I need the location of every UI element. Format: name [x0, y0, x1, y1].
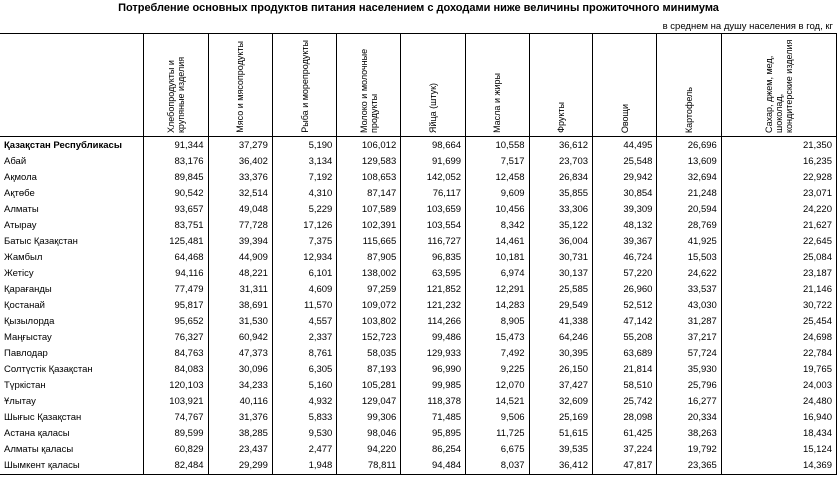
table-row — [0, 250, 837, 266]
value-cell[interactable]: 14,461 — [466, 234, 529, 250]
value-cell[interactable]: 21,627 — [721, 218, 836, 234]
value-cell[interactable]: 6,305 — [272, 362, 336, 378]
table-title: Потребление основных продуктов питания населением с доходами ниже величины прожиточного минимума — [118, 2, 719, 14]
table-row — [0, 266, 837, 282]
value-cell[interactable]: 5,833 — [272, 410, 336, 426]
value-cell[interactable]: 8,342 — [466, 218, 529, 234]
value-cell[interactable]: 33,306 — [529, 202, 592, 218]
region-name-cell[interactable]: Ұлытау — [0, 394, 143, 410]
value-cell[interactable]: 7,492 — [466, 346, 529, 362]
value-cell[interactable]: 3,134 — [272, 154, 336, 170]
value-cell[interactable]: 22,784 — [721, 346, 836, 362]
value-cell[interactable]: 83,176 — [143, 154, 208, 170]
region-name-cell[interactable]: Астана қаласы — [0, 426, 143, 442]
table-row — [0, 282, 837, 298]
value-cell[interactable]: 77,479 — [143, 282, 208, 298]
value-cell[interactable]: 9,530 — [272, 426, 336, 442]
value-cell[interactable]: 94,116 — [143, 266, 208, 282]
value-cell[interactable]: 36,004 — [529, 234, 592, 250]
value-cell[interactable]: 16,235 — [721, 154, 836, 170]
value-cell[interactable]: 33,376 — [208, 170, 272, 186]
value-cell[interactable]: 96,990 — [401, 362, 466, 378]
value-cell[interactable]: 24,698 — [721, 330, 836, 346]
value-cell[interactable]: 71,485 — [401, 410, 466, 426]
value-cell[interactable]: 12,458 — [466, 170, 529, 186]
value-cell[interactable]: 63,689 — [593, 346, 657, 362]
value-cell[interactable]: 8,761 — [272, 346, 336, 362]
region-name-cell[interactable]: Алматы қаласы — [0, 442, 143, 458]
region-name-cell[interactable]: Ақтөбе — [0, 186, 143, 202]
value-cell[interactable]: 84,763 — [143, 346, 208, 362]
value-cell[interactable]: 52,512 — [593, 298, 657, 314]
column-header[interactable]: Яйца (штук) — [401, 34, 466, 137]
table-row — [0, 362, 837, 378]
value-cell[interactable]: 34,233 — [208, 378, 272, 394]
value-cell[interactable]: 9,506 — [466, 410, 529, 426]
region-name-cell[interactable]: Маңғыстау — [0, 330, 143, 346]
value-cell[interactable]: 25,454 — [721, 314, 836, 330]
value-cell[interactable]: 12,070 — [466, 378, 529, 394]
value-cell[interactable]: 74,767 — [143, 410, 208, 426]
value-cell[interactable]: 95,652 — [143, 314, 208, 330]
value-cell[interactable]: 2,477 — [272, 442, 336, 458]
value-cell[interactable]: 99,306 — [337, 410, 401, 426]
value-cell[interactable]: 11,725 — [466, 426, 529, 442]
column-header[interactable]: Мясо и мясопродукты — [208, 34, 272, 137]
column-header[interactable]: Фрукты — [529, 34, 592, 137]
value-cell[interactable]: 22,645 — [721, 234, 836, 250]
region-name-cell[interactable]: Шығыс Қазақстан — [0, 410, 143, 426]
value-cell[interactable]: 5,229 — [272, 202, 336, 218]
region-name-cell[interactable]: Атырау — [0, 218, 143, 234]
unit-note: в среднем на душу населения в год, кг — [662, 21, 833, 32]
value-cell[interactable]: 35,855 — [529, 186, 592, 202]
value-cell[interactable]: 7,375 — [272, 234, 336, 250]
value-cell[interactable]: 19,765 — [721, 362, 836, 378]
region-name-cell[interactable]: Алматы — [0, 202, 143, 218]
value-cell[interactable]: 31,311 — [208, 282, 272, 298]
value-cell[interactable]: 18,434 — [721, 426, 836, 442]
value-cell[interactable]: 115,665 — [337, 234, 401, 250]
table-row — [0, 202, 837, 218]
value-cell[interactable]: 58,510 — [593, 378, 657, 394]
value-cell[interactable]: 5,190 — [272, 137, 336, 155]
value-cell[interactable]: 96,835 — [401, 250, 466, 266]
value-cell[interactable]: 114,266 — [401, 314, 466, 330]
value-cell[interactable]: 10,456 — [466, 202, 529, 218]
header-corner-cell[interactable] — [0, 34, 143, 137]
column-header[interactable]: Овощи — [593, 34, 657, 137]
value-cell[interactable]: 29,549 — [529, 298, 592, 314]
value-cell[interactable]: 29,299 — [208, 458, 272, 475]
value-cell[interactable]: 29,942 — [593, 170, 657, 186]
region-name-cell[interactable]: Павлодар — [0, 346, 143, 362]
value-cell[interactable]: 31,376 — [208, 410, 272, 426]
value-cell[interactable]: 20,594 — [657, 202, 721, 218]
value-cell[interactable]: 57,220 — [593, 266, 657, 282]
value-cell[interactable]: 31,530 — [208, 314, 272, 330]
column-header[interactable]: Картофель — [657, 34, 721, 137]
value-cell[interactable]: 142,052 — [401, 170, 466, 186]
value-cell[interactable]: 30,395 — [529, 346, 592, 362]
value-cell[interactable]: 23,187 — [721, 266, 836, 282]
value-cell[interactable]: 41,338 — [529, 314, 592, 330]
value-cell[interactable]: 35,930 — [657, 362, 721, 378]
value-cell[interactable]: 1,948 — [272, 458, 336, 475]
value-cell[interactable]: 21,814 — [593, 362, 657, 378]
value-cell[interactable]: 16,940 — [721, 410, 836, 426]
value-cell[interactable]: 125,481 — [143, 234, 208, 250]
value-cell[interactable]: 5,160 — [272, 378, 336, 394]
value-cell[interactable]: 25,548 — [593, 154, 657, 170]
column-header[interactable]: Хлебопродукты и крупяные изделия — [143, 34, 208, 137]
value-cell[interactable]: 6,974 — [466, 266, 529, 282]
value-cell[interactable]: 14,521 — [466, 394, 529, 410]
value-cell[interactable]: 106,012 — [337, 137, 401, 155]
value-cell[interactable]: 95,817 — [143, 298, 208, 314]
value-cell[interactable]: 39,309 — [593, 202, 657, 218]
value-cell[interactable]: 94,220 — [337, 442, 401, 458]
value-cell[interactable]: 93,657 — [143, 202, 208, 218]
value-cell[interactable]: 26,960 — [593, 282, 657, 298]
value-cell[interactable]: 32,694 — [657, 170, 721, 186]
value-cell[interactable]: 4,932 — [272, 394, 336, 410]
value-cell[interactable]: 38,285 — [208, 426, 272, 442]
value-cell[interactable]: 48,221 — [208, 266, 272, 282]
region-name-cell[interactable]: Қызылорда — [0, 314, 143, 330]
value-cell[interactable]: 87,147 — [337, 186, 401, 202]
value-cell[interactable]: 61,425 — [593, 426, 657, 442]
value-cell[interactable]: 11,570 — [272, 298, 336, 314]
region-name-cell[interactable]: Қостанай — [0, 298, 143, 314]
value-cell[interactable]: 118,378 — [401, 394, 466, 410]
value-cell[interactable]: 21,146 — [721, 282, 836, 298]
value-cell[interactable]: 33,537 — [657, 282, 721, 298]
value-cell[interactable]: 57,724 — [657, 346, 721, 362]
value-cell[interactable]: 24,003 — [721, 378, 836, 394]
region-name-cell[interactable]: Қарағанды — [0, 282, 143, 298]
value-cell[interactable]: 19,792 — [657, 442, 721, 458]
value-cell[interactable]: 36,612 — [529, 137, 592, 155]
value-cell[interactable]: 95,895 — [401, 426, 466, 442]
value-cell[interactable]: 38,263 — [657, 426, 721, 442]
value-cell[interactable]: 90,542 — [143, 186, 208, 202]
value-cell[interactable]: 97,259 — [337, 282, 401, 298]
value-cell[interactable]: 47,373 — [208, 346, 272, 362]
value-cell[interactable]: 30,722 — [721, 298, 836, 314]
value-cell[interactable]: 35,122 — [529, 218, 592, 234]
value-cell[interactable]: 44,909 — [208, 250, 272, 266]
value-cell[interactable]: 129,583 — [337, 154, 401, 170]
consumption-table — [0, 33, 837, 475]
value-cell[interactable]: 84,083 — [143, 362, 208, 378]
value-cell[interactable]: 6,101 — [272, 266, 336, 282]
value-cell[interactable]: 89,599 — [143, 426, 208, 442]
value-cell[interactable]: 26,150 — [529, 362, 592, 378]
value-cell[interactable]: 121,852 — [401, 282, 466, 298]
value-cell[interactable]: 24,480 — [721, 394, 836, 410]
value-cell[interactable]: 49,048 — [208, 202, 272, 218]
value-cell[interactable]: 46,724 — [593, 250, 657, 266]
value-cell[interactable]: 152,723 — [337, 330, 401, 346]
value-cell[interactable]: 8,905 — [466, 314, 529, 330]
value-cell[interactable]: 37,427 — [529, 378, 592, 394]
value-cell[interactable]: 32,609 — [529, 394, 592, 410]
value-cell[interactable]: 15,124 — [721, 442, 836, 458]
table-row — [0, 170, 837, 186]
value-cell[interactable]: 103,921 — [143, 394, 208, 410]
value-cell[interactable]: 7,192 — [272, 170, 336, 186]
value-cell[interactable]: 9,609 — [466, 186, 529, 202]
value-cell[interactable]: 25,169 — [529, 410, 592, 426]
value-cell[interactable]: 98,664 — [401, 137, 466, 155]
value-cell[interactable]: 15,473 — [466, 330, 529, 346]
value-cell[interactable]: 55,208 — [593, 330, 657, 346]
value-cell[interactable]: 103,554 — [401, 218, 466, 234]
region-name-cell[interactable]: Шымкент қаласы — [0, 458, 143, 475]
value-cell[interactable]: 15,503 — [657, 250, 721, 266]
value-cell[interactable]: 37,224 — [593, 442, 657, 458]
value-cell[interactable]: 64,246 — [529, 330, 592, 346]
value-cell[interactable]: 30,096 — [208, 362, 272, 378]
value-cell[interactable]: 89,845 — [143, 170, 208, 186]
table-row — [0, 330, 837, 346]
table-row — [0, 394, 837, 410]
table-row — [0, 137, 837, 155]
value-cell[interactable]: 26,834 — [529, 170, 592, 186]
region-name-cell[interactable]: Жетісу — [0, 266, 143, 282]
value-cell[interactable]: 63,595 — [401, 266, 466, 282]
value-cell[interactable]: 23,365 — [657, 458, 721, 475]
table-row — [0, 186, 837, 202]
value-cell[interactable]: 99,985 — [401, 378, 466, 394]
value-cell[interactable]: 91,699 — [401, 154, 466, 170]
value-cell[interactable]: 94,484 — [401, 458, 466, 475]
region-name-cell[interactable]: Ақмола — [0, 170, 143, 186]
value-cell[interactable]: 36,412 — [529, 458, 592, 475]
value-cell[interactable]: 87,193 — [337, 362, 401, 378]
value-cell[interactable]: 20,334 — [657, 410, 721, 426]
value-cell[interactable]: 39,535 — [529, 442, 592, 458]
value-cell[interactable]: 103,659 — [401, 202, 466, 218]
value-cell[interactable]: 58,035 — [337, 346, 401, 362]
value-cell[interactable]: 77,728 — [208, 218, 272, 234]
value-cell[interactable]: 82,484 — [143, 458, 208, 475]
value-cell[interactable]: 51,615 — [529, 426, 592, 442]
value-cell[interactable]: 22,928 — [721, 170, 836, 186]
value-cell[interactable]: 4,557 — [272, 314, 336, 330]
value-cell[interactable]: 76,327 — [143, 330, 208, 346]
table-row — [0, 458, 837, 475]
value-cell[interactable]: 91,344 — [143, 137, 208, 155]
value-cell[interactable]: 48,132 — [593, 218, 657, 234]
value-cell[interactable]: 76,117 — [401, 186, 466, 202]
value-cell[interactable]: 6,675 — [466, 442, 529, 458]
value-cell[interactable]: 17,126 — [272, 218, 336, 234]
table-row — [0, 218, 837, 234]
value-cell[interactable]: 37,279 — [208, 137, 272, 155]
value-cell[interactable]: 38,691 — [208, 298, 272, 314]
value-cell[interactable]: 30,854 — [593, 186, 657, 202]
value-cell[interactable]: 103,802 — [337, 314, 401, 330]
value-cell[interactable]: 129,047 — [337, 394, 401, 410]
value-cell[interactable]: 102,391 — [337, 218, 401, 234]
value-cell[interactable]: 116,727 — [401, 234, 466, 250]
region-name-cell[interactable]: Қазақстан Республикасы — [0, 137, 143, 155]
value-cell[interactable]: 138,002 — [337, 266, 401, 282]
value-cell[interactable]: 25,084 — [721, 250, 836, 266]
value-cell[interactable]: 78,811 — [337, 458, 401, 475]
table-body — [0, 137, 837, 475]
table-row — [0, 314, 837, 330]
value-cell[interactable]: 26,696 — [657, 137, 721, 155]
value-cell[interactable]: 30,731 — [529, 250, 592, 266]
value-cell[interactable]: 109,072 — [337, 298, 401, 314]
value-cell[interactable]: 41,925 — [657, 234, 721, 250]
value-cell[interactable]: 99,486 — [401, 330, 466, 346]
column-header[interactable]: Сахар, джем, мед, шоколад, кондитерские изделия — [721, 34, 836, 137]
value-cell[interactable]: 28,769 — [657, 218, 721, 234]
value-cell[interactable]: 129,933 — [401, 346, 466, 362]
value-cell[interactable]: 7,517 — [466, 154, 529, 170]
region-name-cell[interactable]: Батыс Қазақстан — [0, 234, 143, 250]
value-cell[interactable]: 36,402 — [208, 154, 272, 170]
region-name-cell[interactable]: Солтүстік Қазақстан — [0, 362, 143, 378]
value-cell[interactable]: 43,030 — [657, 298, 721, 314]
header-row — [0, 34, 837, 137]
value-cell[interactable]: 47,817 — [593, 458, 657, 475]
value-cell[interactable]: 86,254 — [401, 442, 466, 458]
value-cell[interactable]: 9,225 — [466, 362, 529, 378]
value-cell[interactable]: 13,609 — [657, 154, 721, 170]
table-row — [0, 442, 837, 458]
value-cell[interactable]: 25,742 — [593, 394, 657, 410]
value-cell[interactable]: 10,181 — [466, 250, 529, 266]
value-cell[interactable]: 108,653 — [337, 170, 401, 186]
value-cell[interactable]: 64,468 — [143, 250, 208, 266]
value-cell[interactable]: 24,220 — [721, 202, 836, 218]
value-cell[interactable]: 21,350 — [721, 137, 836, 155]
value-cell[interactable]: 60,829 — [143, 442, 208, 458]
value-cell[interactable]: 23,071 — [721, 186, 836, 202]
column-header[interactable]: Рыба и морепродукты — [272, 34, 336, 137]
value-cell[interactable]: 21,248 — [657, 186, 721, 202]
value-cell[interactable]: 107,589 — [337, 202, 401, 218]
value-cell[interactable]: 12,291 — [466, 282, 529, 298]
value-cell[interactable]: 4,609 — [272, 282, 336, 298]
value-cell[interactable]: 105,281 — [337, 378, 401, 394]
value-cell[interactable]: 24,622 — [657, 266, 721, 282]
value-cell[interactable]: 28,098 — [593, 410, 657, 426]
value-cell[interactable]: 23,437 — [208, 442, 272, 458]
table-row — [0, 410, 837, 426]
value-cell[interactable]: 120,103 — [143, 378, 208, 394]
column-header[interactable]: Молоко и молочные продукты — [337, 34, 401, 137]
value-cell[interactable]: 83,751 — [143, 218, 208, 234]
table-row — [0, 234, 837, 250]
region-name-cell[interactable]: Абай — [0, 154, 143, 170]
value-cell[interactable]: 2,337 — [272, 330, 336, 346]
value-cell[interactable]: 16,277 — [657, 394, 721, 410]
value-cell[interactable]: 31,287 — [657, 314, 721, 330]
value-cell[interactable]: 39,367 — [593, 234, 657, 250]
value-cell[interactable]: 8,037 — [466, 458, 529, 475]
value-cell[interactable]: 10,558 — [466, 137, 529, 155]
value-cell[interactable]: 14,283 — [466, 298, 529, 314]
table-row — [0, 426, 837, 442]
table-row — [0, 154, 837, 170]
value-cell[interactable]: 87,905 — [337, 250, 401, 266]
value-cell[interactable]: 47,142 — [593, 314, 657, 330]
column-header[interactable]: Масла и жиры — [466, 34, 529, 137]
value-cell[interactable]: 30,137 — [529, 266, 592, 282]
region-name-cell[interactable]: Жамбыл — [0, 250, 143, 266]
value-cell[interactable]: 44,495 — [593, 137, 657, 155]
value-cell[interactable]: 121,232 — [401, 298, 466, 314]
value-cell[interactable]: 60,942 — [208, 330, 272, 346]
value-cell[interactable]: 98,046 — [337, 426, 401, 442]
value-cell[interactable]: 39,394 — [208, 234, 272, 250]
value-cell[interactable]: 40,116 — [208, 394, 272, 410]
value-cell[interactable]: 25,585 — [529, 282, 592, 298]
value-cell[interactable]: 23,703 — [529, 154, 592, 170]
value-cell[interactable]: 32,514 — [208, 186, 272, 202]
region-name-cell[interactable]: Түркістан — [0, 378, 143, 394]
value-cell[interactable]: 12,934 — [272, 250, 336, 266]
value-cell[interactable]: 25,796 — [657, 378, 721, 394]
value-cell[interactable]: 14,369 — [721, 458, 836, 475]
value-cell[interactable]: 37,217 — [657, 330, 721, 346]
table-row — [0, 378, 837, 394]
table-row — [0, 298, 837, 314]
value-cell[interactable]: 4,310 — [272, 186, 336, 202]
table-row — [0, 346, 837, 362]
